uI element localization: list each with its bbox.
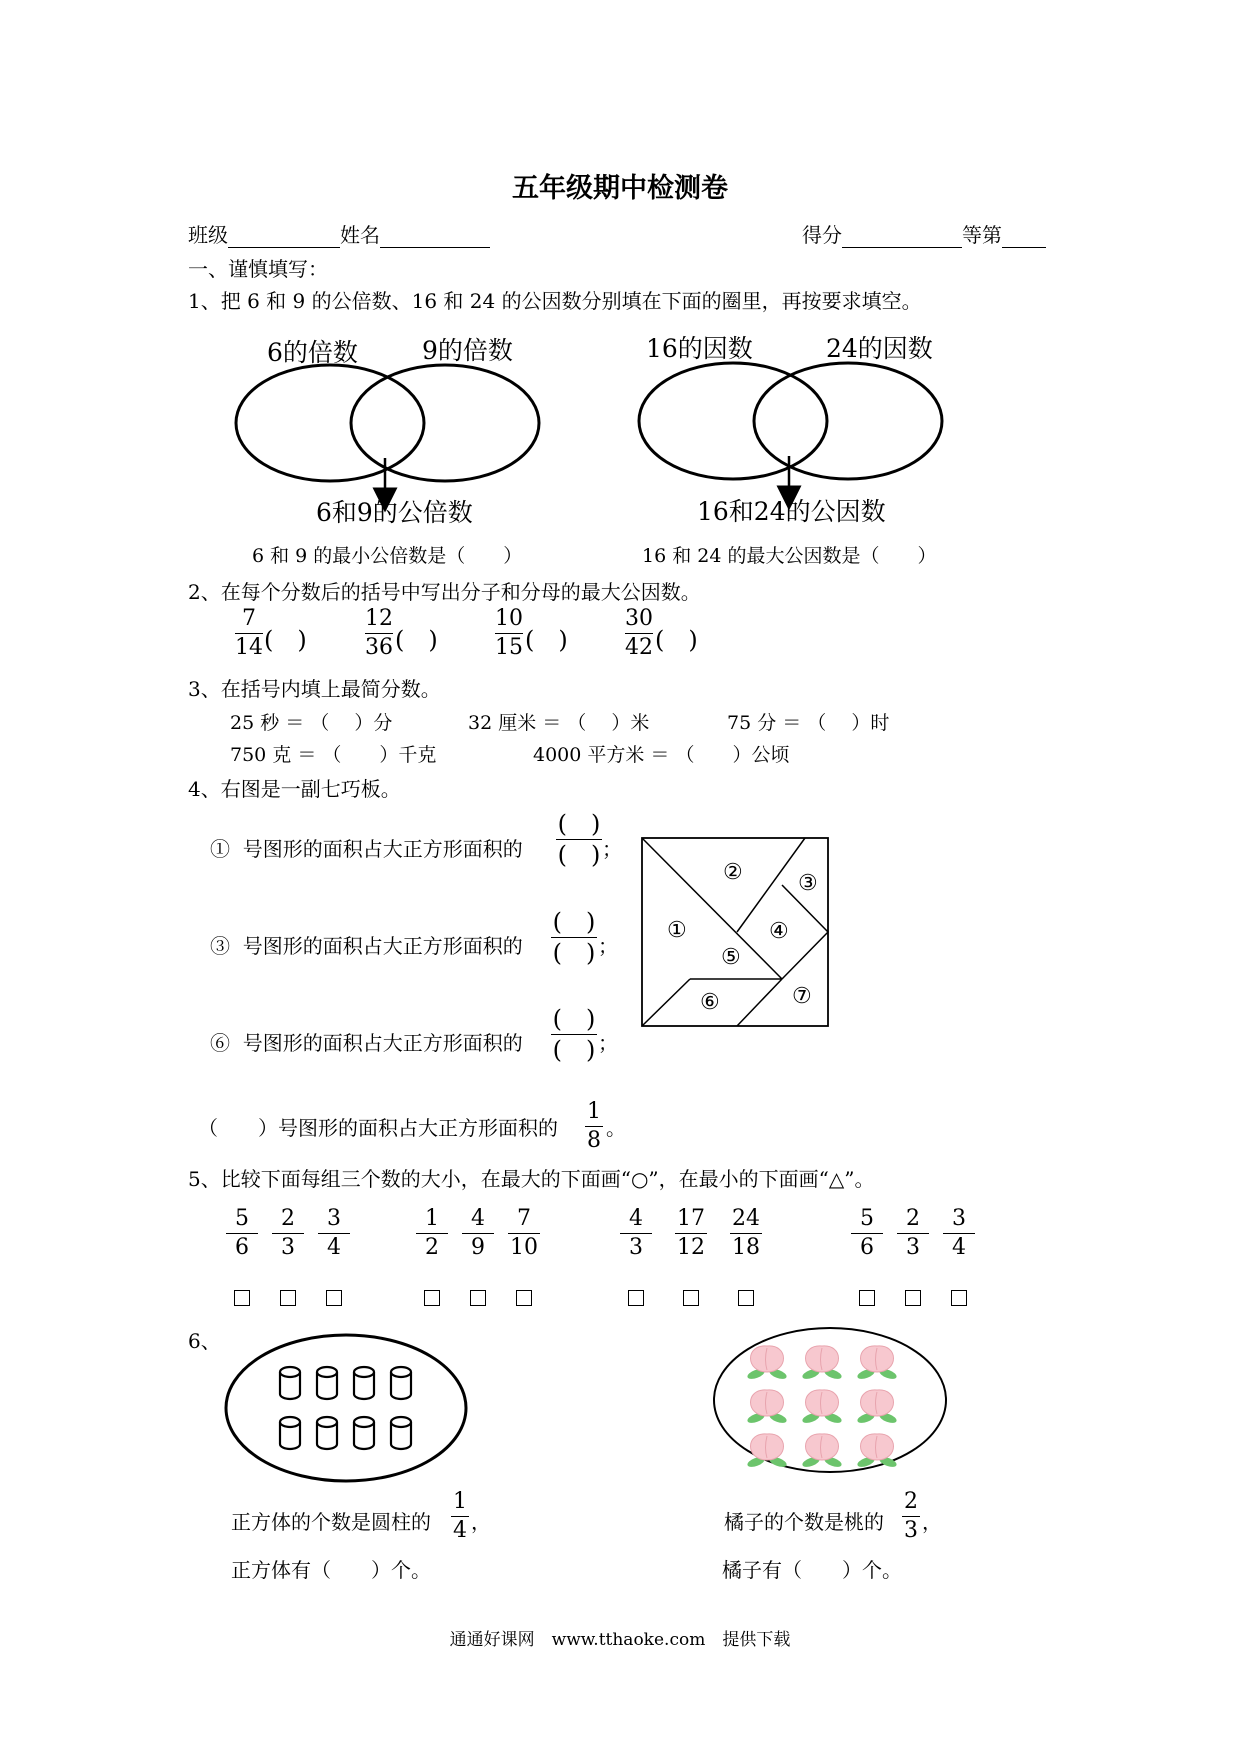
- q6-number: 6、: [188, 1329, 221, 1353]
- name-label: 姓名: [340, 223, 380, 247]
- q5-fraction: 3 4: [318, 1207, 350, 1260]
- cylinder-icon: [354, 1417, 374, 1449]
- q2-answer-blank[interactable]: ( ): [525, 626, 568, 654]
- q2-answer-blank[interactable]: ( ): [395, 626, 438, 654]
- peach-icon: [746, 1390, 788, 1425]
- q5-text: 5、比较下面每组三个数的大小，在最大的下面画“○”，在最小的下面画“△”。: [188, 1167, 875, 1191]
- q5-fraction: 3 4: [943, 1207, 975, 1260]
- venn-left-label-b: 9的倍数: [422, 336, 513, 365]
- q4-semicolon: ；: [598, 934, 618, 958]
- q3-item: 25 秒 ＝ （ ）分: [230, 712, 393, 734]
- venn-right-common: 16和24的公因数: [697, 497, 886, 526]
- q2-fraction: 10 15: [495, 606, 523, 661]
- q4-row: ① 号图形的面积占大正方形面积的: [210, 837, 523, 861]
- q3-item: 32 厘米 ＝ （ ）米: [468, 712, 650, 734]
- peach-icon: [801, 1434, 843, 1469]
- cylinder-icon: [391, 1367, 411, 1399]
- q4-row: ③ 号图形的面积占大正方形面积的: [210, 934, 523, 958]
- q3-item: 750 克 ＝ （ ）千克: [230, 744, 437, 766]
- tangram-label: ⑦: [792, 984, 812, 1009]
- q6-left-line1: 正方体的个数是圆柱的: [231, 1510, 431, 1534]
- q2-answer-blank[interactable]: ( ): [655, 626, 698, 654]
- q5-fraction: 24 18: [732, 1206, 760, 1261]
- q4-answer-fraction[interactable]: ( ) ( ): [557, 810, 601, 869]
- q4-last-period: 。: [606, 1116, 626, 1140]
- q6-right-fraction: 2 3: [904, 1489, 918, 1544]
- q5-fraction: 2 3: [897, 1207, 929, 1260]
- q5-fraction: 5 6: [851, 1207, 883, 1260]
- q5-fraction: 7 10: [510, 1206, 538, 1261]
- q2-answer-blank[interactable]: ( ): [264, 626, 307, 654]
- score-label: 得分: [802, 223, 842, 247]
- q4-answer-fraction[interactable]: ( ) ( ): [552, 908, 596, 967]
- q6-right-comma: ，: [922, 1510, 942, 1534]
- q5-fraction: 1 2: [416, 1207, 448, 1260]
- q2-text: 2、在每个分数后的括号中写出分子和分母的最大公因数。: [188, 580, 701, 604]
- cylinder-icon: [280, 1417, 300, 1449]
- q6-left-fraction: 1 4: [453, 1489, 467, 1544]
- peach-icon: [856, 1390, 898, 1425]
- peach-icon: [746, 1346, 788, 1381]
- q3-item: 75 分 ＝ （ ）时: [727, 712, 890, 734]
- gcd-prompt: 16 和 24 的最大公因数是（ ）: [642, 545, 937, 567]
- tangram-label: ⑤: [721, 945, 741, 970]
- q5-fraction: 17 12: [677, 1206, 705, 1261]
- grade-label: 等第: [962, 223, 1002, 247]
- cylinder-icon: [280, 1367, 300, 1399]
- tangram-label: ②: [723, 860, 743, 885]
- tangram-label: ⑥: [700, 990, 720, 1015]
- q4-semicolon: ；: [598, 1031, 618, 1055]
- q4-last-row: （ ）号图形的面积占大正方形面积的: [198, 1116, 558, 1140]
- q4-last-fraction: 1 8: [587, 1099, 601, 1154]
- cylinder-icon: [354, 1367, 374, 1399]
- cylinder-icon: [391, 1417, 411, 1449]
- venn-left-common: 6和9的公倍数: [316, 498, 473, 527]
- q6-left-line2: 正方体有（ ）个。: [231, 1558, 431, 1582]
- q5-fraction: 2 3: [272, 1207, 304, 1260]
- tangram-label: ①: [667, 918, 687, 943]
- venn-right-label-a: 16的因数: [646, 334, 753, 363]
- q3-item: 4000 平方米 ＝ （ ）公顷: [533, 744, 790, 766]
- q5-fraction: 4 3: [620, 1207, 652, 1260]
- venn-right-label-b: 24的因数: [826, 334, 933, 363]
- q2-fraction: 12 36: [365, 606, 393, 661]
- peach-icon: [801, 1346, 843, 1381]
- q4-answer-fraction[interactable]: ( ) ( ): [552, 1005, 596, 1064]
- q2-fraction: 30 42: [625, 606, 653, 661]
- q3-text: 3、在括号内填上最简分数。: [188, 677, 441, 701]
- q4-row: ⑥ 号图形的面积占大正方形面积的: [210, 1031, 523, 1055]
- tangram-label: ④: [769, 919, 789, 944]
- q6-right-line1: 橘子的个数是桃的: [724, 1510, 884, 1534]
- cylinder-icon: [317, 1367, 337, 1399]
- cylinder-tray: [226, 1335, 466, 1481]
- peach-icon: [801, 1390, 843, 1425]
- q1-text: 1、把 6 和 9 的公倍数、16 和 24 的公因数分别填在下面的圈里，再按要求填空。: [188, 289, 922, 313]
- lcm-prompt: 6 和 9 的最小公倍数是（ ）: [252, 545, 523, 567]
- class-label: 班级: [188, 223, 228, 247]
- q2-fraction: 7 14: [235, 606, 263, 661]
- section-heading: 一、谨慎填写：: [188, 257, 328, 281]
- q6-right-line2: 橘子有（ ）个。: [722, 1558, 902, 1582]
- tangram-label: ③: [798, 871, 818, 896]
- page-title: 五年级期中检测卷: [512, 173, 728, 204]
- q6-left-comma: ，: [471, 1510, 491, 1534]
- q5-fraction: 4 9: [462, 1207, 494, 1260]
- q5-fraction: 5 6: [226, 1207, 258, 1260]
- q4-text: 4、右图是一副七巧板。: [188, 777, 401, 801]
- cylinder-icon: [317, 1417, 337, 1449]
- peach-icon: [856, 1346, 898, 1381]
- peach-icon: [856, 1434, 898, 1469]
- footer: 通通好课网 www.tthaoke.com 提供下载: [449, 1630, 791, 1650]
- q4-semicolon: ；: [602, 837, 622, 861]
- venn-left-label-a: 6的倍数: [267, 338, 358, 367]
- peach-icon: [746, 1434, 788, 1469]
